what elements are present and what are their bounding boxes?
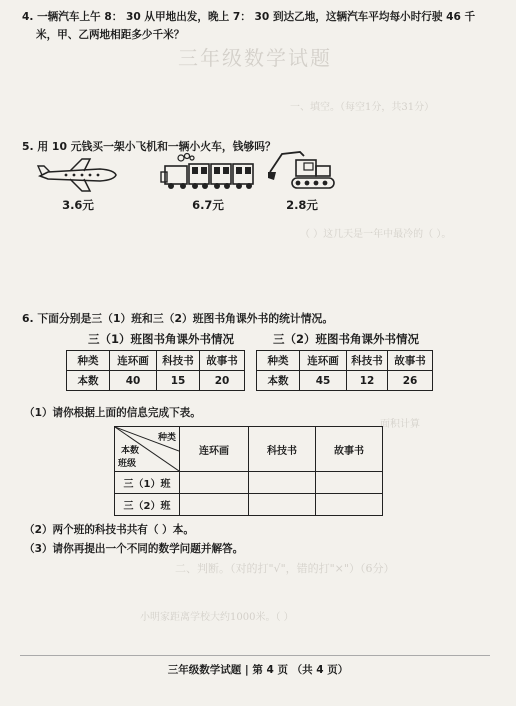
table1-header: 科技书 [157,351,200,371]
table2-class2 [256,350,433,391]
bleed-through-text: 小明家距离学校大约1000米。（ ） [140,612,294,623]
table3-blank-cell [249,494,316,516]
table3-header: 科技书 [249,427,316,472]
q5-text: 5. 用 10 元钱买一架小飞机和一辆小火车，钱够吗？ [22,140,276,153]
q4-line1: 4. 一辆汽车上午 8： 30 从甲地出发，晚上 7： 30 到达乙地，这辆汽车平均每小时行驶 46 千 [22,11,476,23]
toy-excavator [264,150,340,213]
table2-cell: 45 [300,371,347,391]
table3-row-label: 三（1）班 [115,472,180,494]
train-price: 6.7元 [192,198,224,212]
table3-corner-bottom: 班级 [118,459,137,469]
footer-separator: | [244,664,253,676]
table2-cell: 26 [388,371,433,391]
footer-total-pages: （共 4 页） [291,664,349,676]
bleed-through-text: 面积计算 [380,419,420,430]
table3-blank-cell [249,472,316,494]
q4-line2: 米，甲、乙两地相距多少千米？ [36,29,185,41]
table3-blank-cell [180,472,249,494]
bleed-through-text: （ ）这几天是一年中最冷的（ ）。 [300,229,452,240]
bleed-through-text: 二、判断。（对的打"√"，错的打"×"）（6分） [175,562,395,575]
table3-blank-summary [114,426,383,516]
excavator-icon [266,150,338,192]
q6-sub2: （2）两个班的科技书共有（ ）本。 [24,524,194,536]
airplane-price: 3.6元 [62,198,94,212]
toy-train [158,152,258,213]
table1-cell: 40 [110,371,157,391]
table1-row-label: 本数 [67,371,110,391]
bleed-through-text: 一、填空。（每空1分，共31分） [290,102,435,113]
table1-header: 种类 [67,351,110,371]
table2-row-label: 本数 [257,371,300,391]
footer-subject: 三年级数学试题 [167,664,242,676]
q6-sub3: （3）请你再提出一个不同的数学问题并解答。 [24,543,244,555]
table3-blank-cell [180,494,249,516]
table2-title: 三（2）班图书角课外书情况 [273,332,420,346]
table1-header: 故事书 [200,351,245,371]
table1-cell: 15 [157,371,200,391]
table3-header: 故事书 [316,427,383,472]
table2-cell: 12 [347,371,388,391]
table1-title: 三（1）班图书角课外书情况 [88,332,235,346]
footer-divider [20,655,490,656]
table1-cell: 20 [200,371,245,391]
table3-corner-cell [115,427,180,472]
table3-corner-top: 种类 [157,433,176,443]
table3-blank-cell [316,472,383,494]
table3-header: 连环画 [180,427,249,472]
table2-header: 故事书 [388,351,433,371]
footer-page-number: 第 4 页 [252,664,288,676]
table2-header: 科技书 [347,351,388,371]
toy-airplane [34,158,122,213]
table3-row-label: 三（2）班 [115,494,180,516]
airplane-icon [36,158,120,192]
train-icon [159,152,257,192]
table1-header: 连环画 [110,351,157,371]
excavator-price: 2.8元 [286,198,318,212]
q6-sub1: （1）请你根据上面的信息完成下表。 [24,407,201,419]
q6-intro: 6. 下面分别是三（1）班和三（2）班图书角课外书的统计情况。 [22,312,334,325]
bleed-through-text: 三年级数学试题 [178,46,332,70]
page-footer [0,662,516,677]
table2-header: 种类 [257,351,300,371]
table3-blank-cell [316,494,383,516]
table1-class1 [66,350,245,391]
table2-header: 连环画 [300,351,347,371]
table3-corner-mid: 本数 [121,446,140,456]
